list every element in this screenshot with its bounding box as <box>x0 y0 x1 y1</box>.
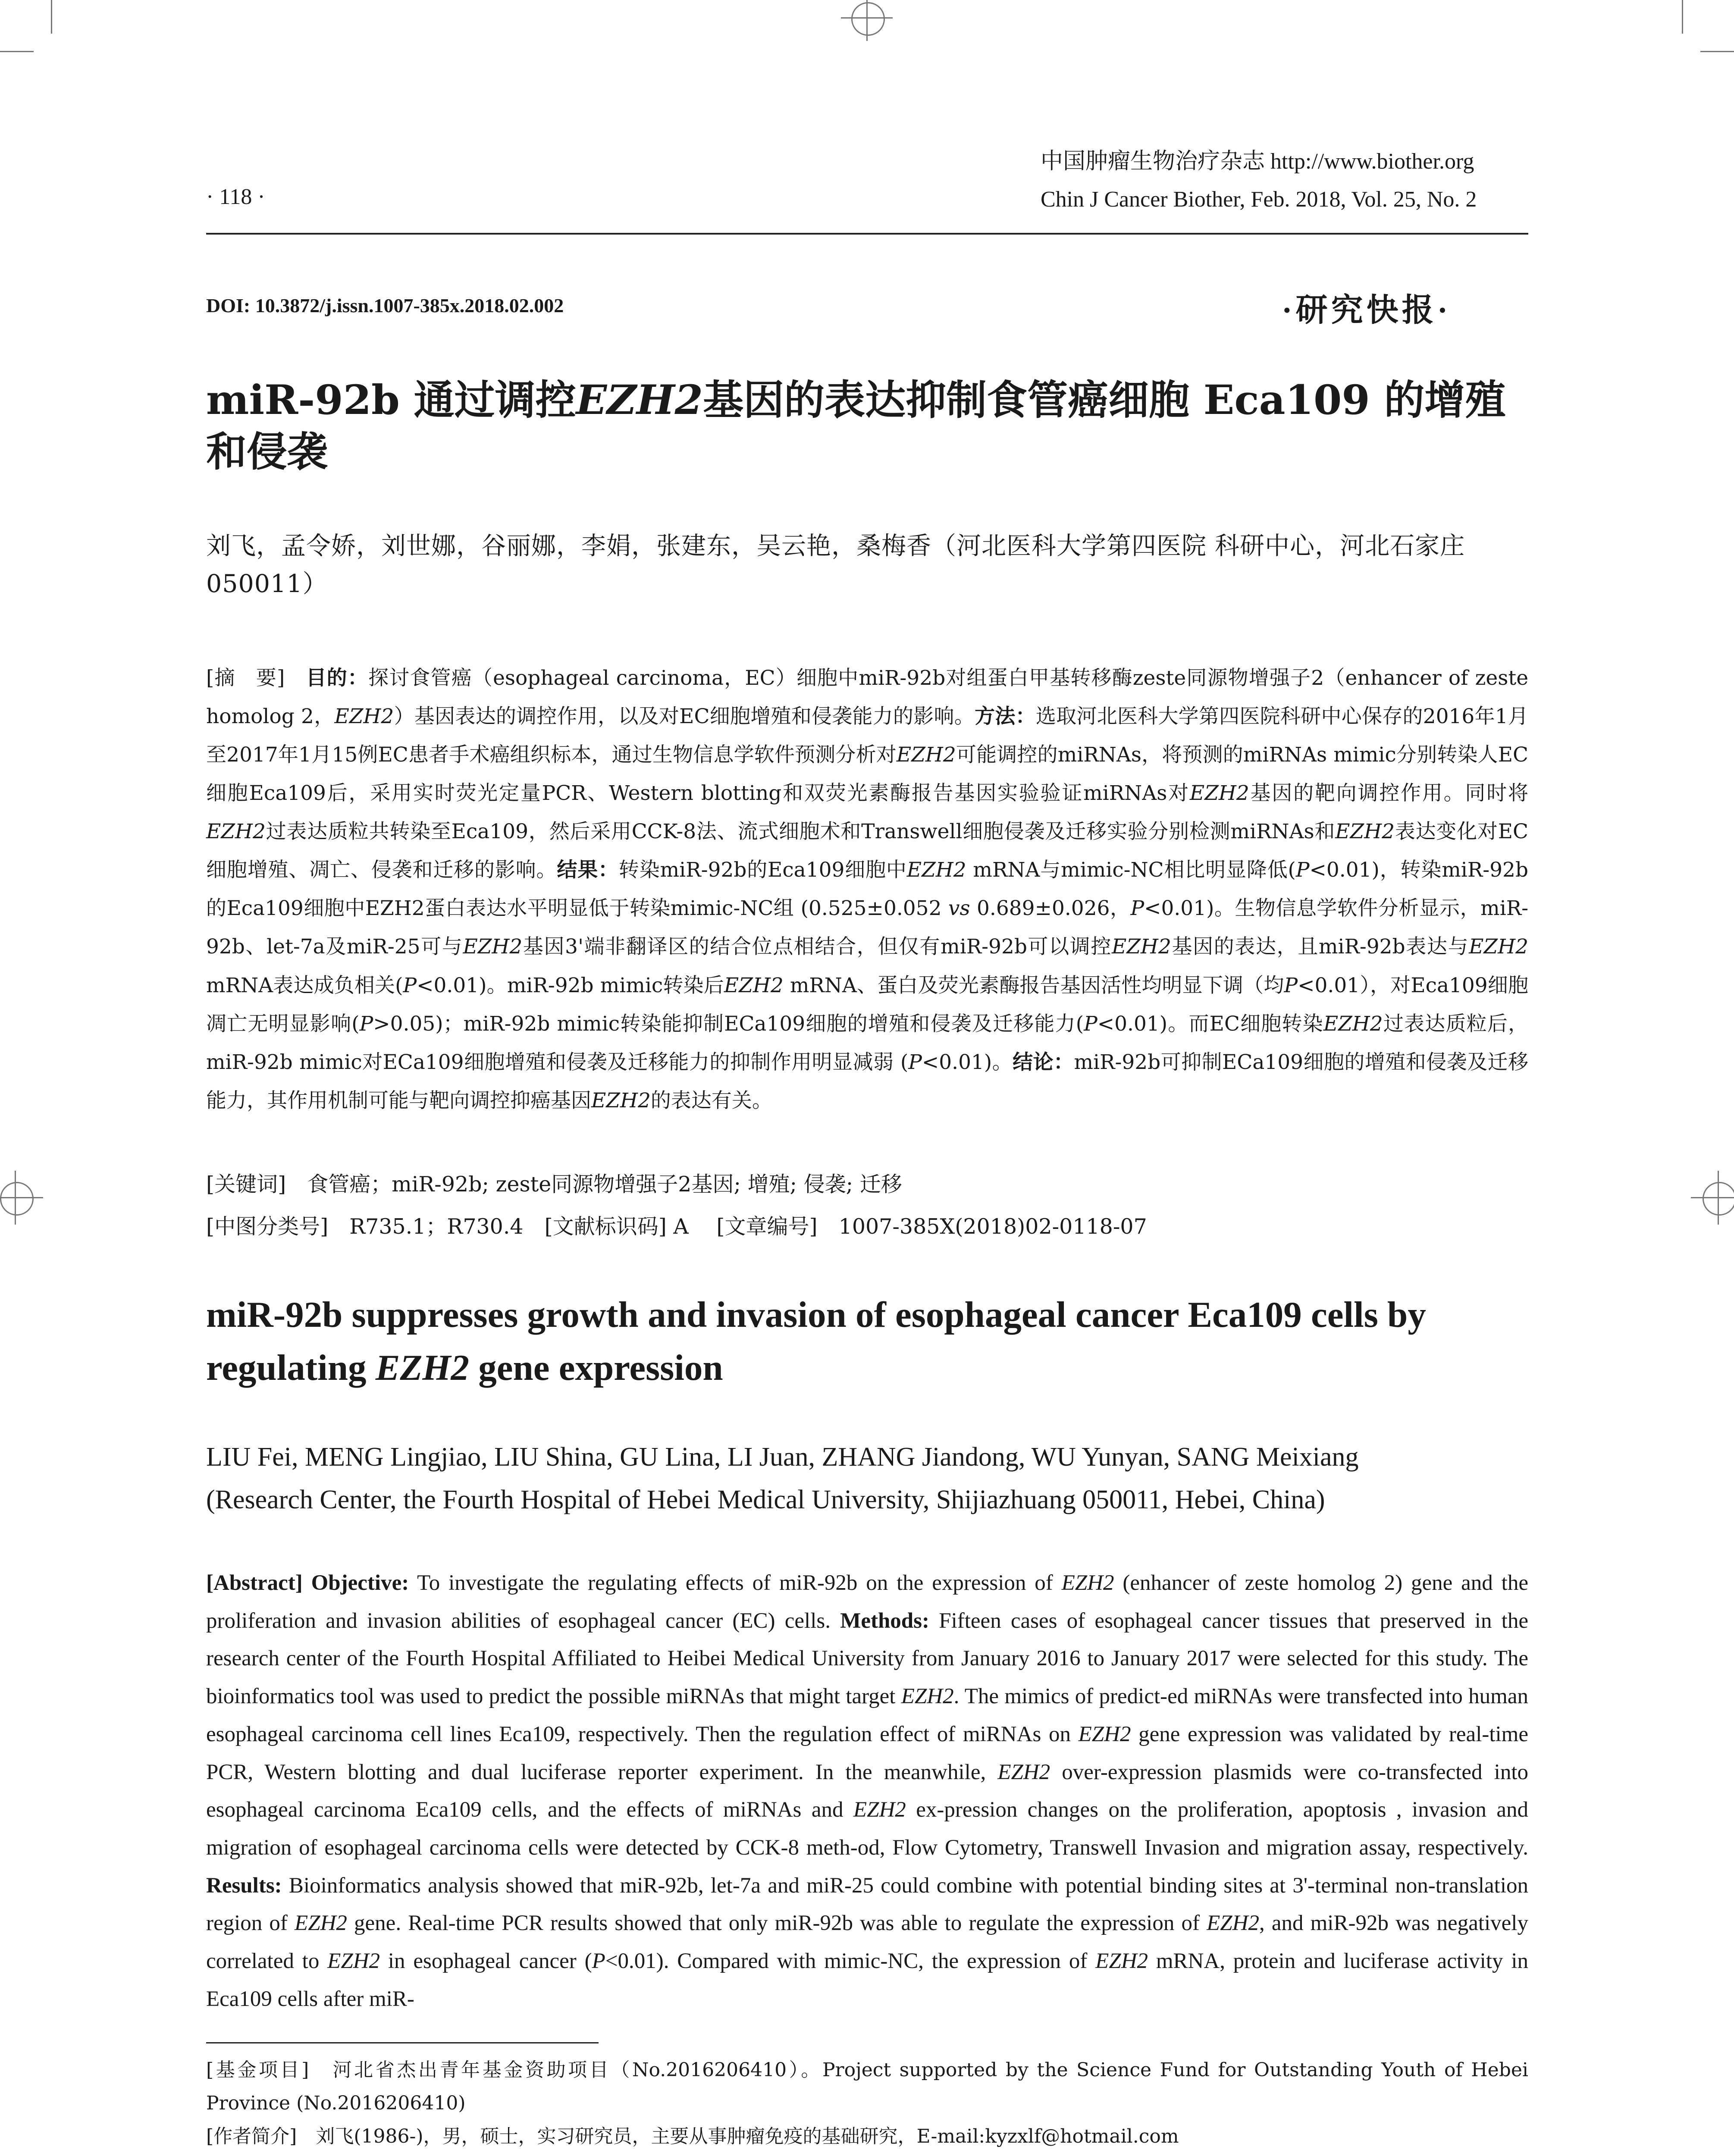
footnote-corresponding <box>206 2153 1528 2156</box>
gene-name: EZH2 <box>997 1760 1050 1784</box>
affiliation-en: (Research Center, the Fourth Hospital of Hebei Medical University, Shijiazhuang 050011, Hebei, China) <box>206 1485 1325 1515</box>
gene-name: EZH2 <box>1189 781 1249 805</box>
conclusion-cn-text: 的表达有关。 <box>650 1088 772 1112</box>
author-bio-text: 刘飞(1986-)，男，硕士，实习研究员，主要从事肿瘤免疫的基础研究，E-mail:kyzxlf@hotmail.com <box>316 2125 1179 2147</box>
methods-cn-text: 表达变化对EC细胞增殖、凋亡、侵袭和迁移的影响。 <box>206 820 1528 882</box>
title-en-gene: EZH2 <box>375 1348 469 1388</box>
methods-cn-text: 选取河北医科大学第四医院科研中心保存的2016年1月至2017年1月15例EC患者手术癌组织标本，通过生物信息学软件预测分析对 <box>206 705 1529 767</box>
results-cn-text: 基因的表达，且miR-92b表达与 <box>1171 935 1469 959</box>
results-cn-text: >0.05)；miR-92b mimic转染能抑制ECa109细胞的增殖和侵袭及迁移能力( <box>373 1012 1084 1036</box>
results-en-text: in esophageal cancer ( <box>380 1949 592 1974</box>
conclusion-cn-text: miR-92b可抑制ECa109细胞的增殖和侵袭及迁移能力，其作用机制可能与靶向调控抑癌基因 <box>206 1050 1529 1112</box>
results-cn-text: 0.689±0.026， <box>970 896 1131 921</box>
p-symbol: P <box>359 1012 373 1036</box>
gene-name: EZH2 <box>463 935 523 959</box>
results-en-text: gene. Real-time PCR results showed that only miR-92b was able to regulate the expression of <box>347 1911 1207 1936</box>
p-symbol: P <box>403 973 417 997</box>
abstract-en-label: [Abstract] <box>206 1571 303 1595</box>
title-cn <box>206 374 1530 478</box>
methods-cn-text: 可能调控的miRNAs，将预测的miRNAs mimic分别转染人EC细胞Eca109后，采用实时荧光定量PCR、Western blotting和双荧光素酶报告基因实验验证miRNAs对 <box>206 743 1528 805</box>
title-en <box>206 1288 1530 1395</box>
vs-symbol: vs <box>948 896 970 921</box>
results-cn-text: 转染miR-92b的Eca109细胞中 <box>618 858 907 882</box>
methods-cn-text: 过表达质粒共转染至Eca109，然后采用CCK-8法、流式细胞术和Transwell细胞侵袭及迁移实验分别检测miRNAs和 <box>265 820 1336 844</box>
results-cn-text: 过表达质粒后，miR-92b mimic对ECa109细胞增殖和侵袭及迁移能力的抑制作用明显减弱 ( <box>206 1012 1529 1074</box>
keywords-cn-text: 食管癌；miR-92b; zeste同源物增强子2基因; 增殖; 侵袭; 迁移 <box>307 1172 902 1197</box>
doc-code-label: [文献标识码] <box>544 1214 667 1239</box>
author-bio-label: [作者简介] <box>206 2125 297 2147</box>
abstract-en <box>206 1564 1528 2018</box>
doc-code-value: A <box>673 1214 689 1239</box>
gene-name: EZH2 <box>853 1798 906 1822</box>
results-cn-text: <0.01)。而EC细胞转染 <box>1097 1012 1323 1036</box>
p-symbol: P <box>1295 858 1310 882</box>
journal-name-cn: 中国肿瘤生物治疗杂志 http://www.biother.org <box>1041 149 1474 174</box>
footnotes <box>206 2053 1528 2156</box>
results-cn-text: <0.01)。生物信息学软件分析显示，miR-92b、let-7a及miR-25可与 <box>206 896 1528 959</box>
abstract-cn-label: [摘 要] <box>206 666 285 690</box>
results-label-en: Results: <box>206 1873 282 1898</box>
gene-name: EZH2 <box>206 820 266 844</box>
authors-cn: 刘飞，孟令娇，刘世娜，谷丽娜，李娟，张建东，吴云艳，桑梅香（河北医科大学第四医院 科研中心，河北石家庄 050011） <box>206 532 1465 599</box>
gene-name: EZH2 <box>591 1088 651 1112</box>
gene-name: EZH2 <box>1078 1722 1131 1746</box>
clc-label: [中图分类号] <box>206 1214 329 1239</box>
doi: DOI: 10.3872/j.issn.1007-385x.2018.02.002 <box>206 295 564 317</box>
results-cn-text: <0.01)，转染miR-92b的Eca109细胞中EZH2蛋白表达水平明显低于转染mimic-NC组 (0.525±0.052 <box>206 858 1529 921</box>
gene-name: EZH2 <box>327 1949 380 1974</box>
results-en-text: <0.01). Compared with mimic-NC, the expression of <box>605 1949 1096 1974</box>
gene-name: EZH2 <box>901 1684 954 1709</box>
gene-name: EZH2 <box>1207 1911 1259 1936</box>
methods-cn-text: 基因的靶向调控作用。同时将 <box>1249 781 1528 805</box>
column-label: ·研究快报· <box>1282 293 1452 328</box>
gene-name: EZH2 <box>1469 935 1528 959</box>
conclusion-label-cn: 结论： <box>1013 1050 1074 1074</box>
objective-en-text: (enhancer of zeste homolog 2) gene and the proliferation and invasion abilities of esophageal cancer (EC) cells. <box>206 1571 1528 1633</box>
p-symbol: P <box>908 1050 922 1074</box>
keywords-cn-label: [关键词] <box>206 1172 286 1197</box>
footnote-fund <box>206 2053 1528 2120</box>
objective-label-en: Objective: <box>311 1571 409 1595</box>
gene-name: EZH2 <box>1335 820 1395 844</box>
journal-name-en: Chin J Cancer Biother, Feb. 2018, Vol. 25, No. 2 <box>1041 187 1477 212</box>
methods-en-text: over-expression plasmids were co-transfected into esophageal carcinoma Eca109 cells, and the effects of miRNAs and <box>206 1760 1528 1822</box>
results-cn-text: mRNA与mimic-NC相比明显降低( <box>966 858 1296 882</box>
footnote-author <box>206 2120 1528 2153</box>
authors-en-names: LIU Fei, MENG Lingjiao, LIU Shina, GU Lina, LI Juan, ZHANG Jiandong, WU Yunyan, SANG Meixiang <box>206 1442 1359 1472</box>
title-cn-part2: 基因的表达抑制食管癌细胞 Eca109 的增殖和侵袭 <box>206 376 1506 476</box>
methods-label-en: Methods: <box>840 1608 930 1633</box>
fund-text: 河北省杰出青年基金资助项目（No.2016206410）。Project supported by the Science Fund for Outstanding Youth of Hebei Province (No.2016206410) <box>206 2059 1528 2114</box>
gene-name: EZH2 <box>1112 935 1171 959</box>
footnote-rule <box>206 2042 599 2043</box>
header-rule <box>206 233 1528 235</box>
methods-en-text: gene expression was validated by real-time PCR, Western blotting and dual luciferase reporter experiment. In the meanwhile, <box>206 1722 1528 1784</box>
results-cn-text: <0.01)。miR-92b mimic转染后 <box>417 973 724 997</box>
p-symbol: P <box>1130 896 1145 921</box>
title-en-part1: miR-92b suppresses growth and invasion of esophageal cancer Eca109 cells by regulating <box>206 1294 1426 1388</box>
title-cn-gene: EZH2 <box>576 376 703 424</box>
clc-value: R735.1；R730.4 <box>349 1214 524 1239</box>
gene-name: EZH2 <box>1323 1012 1383 1036</box>
p-symbol: P <box>1084 1012 1097 1036</box>
methods-en-text: Fifteen cases of esophageal cancer tissues that preserved in the research center of the Fourth Hospital Affiliated to Heibei Medical University from January 2016 to January 2017 were selected for this study. The bioinformatics tool was used to predict the possible miRNAs that might target <box>206 1608 1528 1709</box>
authors-en <box>206 1436 1528 1521</box>
results-cn-text: mRNA、蛋白及荧光素酶报告基因活性均明显下调（均 <box>783 973 1284 997</box>
gene-name: EZH2 <box>906 858 966 882</box>
results-en-text: , and miR-92b was negatively correlated to <box>206 1911 1528 1974</box>
results-en-text: mRNA, protein and luciferase activity in Eca109 cells after miR- <box>206 1949 1528 2011</box>
results-label-cn: 结果： <box>557 858 619 882</box>
objective-label-cn: 目的： <box>306 666 369 690</box>
gene-name: EZH2 <box>334 705 394 729</box>
keywords-cn <box>206 1168 902 1201</box>
gene-name: EZH2 <box>1095 1949 1148 1974</box>
page-number: · 118 · <box>206 185 265 209</box>
p-symbol: P <box>1284 973 1298 997</box>
article-no-value: 1007-385X(2018)02-0118-07 <box>838 1214 1147 1239</box>
gene-name: EZH2 <box>724 973 784 997</box>
methods-en-text: ex-pression changes on the proliferation, apoptosis , invasion and migration of esophageal carcinoma cells were detected by CCK-8 meth-od, Flow Cytometry, Transwell Invasion and migration assay, respectively. <box>206 1798 1528 1860</box>
objective-cn-text: ）基因表达的调控作用，以及对EC细胞增殖和侵袭能力的影响。 <box>394 705 975 729</box>
objective-en-text: To investigate the regulating effects of miR-92b on the expression of <box>409 1571 1062 1595</box>
results-cn-text: <0.01），对Eca109细胞凋亡无明显影响( <box>206 973 1529 1036</box>
results-cn-text: <0.01)。 <box>922 1050 1013 1074</box>
fund-label: [基金项目] <box>206 2059 309 2081</box>
objective-cn-text: 探讨食管癌（esophageal carcinoma，EC）细胞中miR-92b对组蛋白甲基转移酶zeste同源物增强子2（enhancer of zeste homolog 2， <box>206 666 1529 729</box>
gene-name: EZH2 <box>295 1911 347 1936</box>
results-cn-text: 基因3'端非翻译区的结合位点相结合，但仅有miR-92b可以调控 <box>522 935 1112 959</box>
results-en-text: Bioinformatics analysis showed that miR-92b, let-7a and miR-25 could combine with potential binding sites at 3'-terminal non-translation region of <box>206 1873 1528 1936</box>
title-en-part2: gene expression <box>469 1348 723 1388</box>
gene-name: EZH2 <box>1061 1571 1114 1595</box>
classification <box>206 1210 1147 1244</box>
methods-en-text: . The mimics of predict-ed miRNAs were transfected into human esophageal carcinoma cell lines Eca109, respectively. Then the regulation effect of miRNAs on <box>206 1684 1528 1746</box>
article-no-label: [文章编号] <box>716 1214 818 1239</box>
title-cn-part1: miR-92b 通过调控 <box>206 376 576 424</box>
results-cn-text: mRNA表达成负相关( <box>206 973 403 997</box>
abstract-cn <box>206 659 1528 1120</box>
p-symbol: P <box>592 1949 605 1974</box>
methods-label-cn: 方法： <box>975 705 1036 729</box>
gene-name: EZH2 <box>896 743 956 767</box>
